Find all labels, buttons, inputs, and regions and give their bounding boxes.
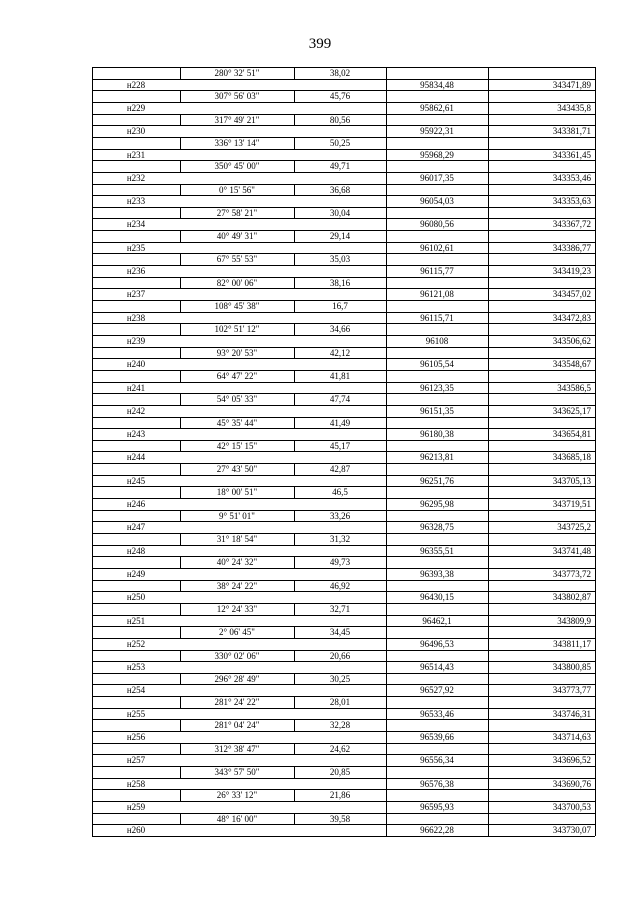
segment-angle: 45° 35' 44": [216, 417, 258, 428]
coordinate-y: 343419,23: [552, 265, 591, 276]
coordinate-y: 343381,71: [552, 125, 591, 136]
segment-distance: 36,68: [329, 184, 351, 195]
coordinate-y: 343800,85: [552, 661, 591, 672]
coordinate-x: 95968,29: [420, 149, 454, 160]
segment-distance: 30,04: [329, 207, 351, 218]
segment-distance: 29,14: [329, 230, 351, 241]
segment-angle: 102° 51' 12": [214, 323, 260, 334]
coordinate-y: 343457,02: [552, 288, 591, 299]
segment-distance: 41,81: [329, 370, 351, 381]
coordinate-x: 96108: [425, 335, 449, 346]
coordinate-x: 96539,66: [420, 731, 454, 742]
coordinate-y: 343472,83: [552, 312, 591, 323]
point-name: н230: [126, 125, 146, 136]
segment-angle: 280° 32' 51": [214, 67, 260, 78]
coordinate-y: 343714,63: [552, 731, 591, 742]
point-name: н229: [126, 102, 146, 113]
coordinate-x: 96121,08: [420, 288, 454, 299]
segment-angle: 31° 18' 54": [216, 533, 258, 544]
segment-distance: 16,7: [332, 300, 348, 311]
coordinate-x: 96533,46: [420, 708, 454, 719]
segment-angle: 93° 20' 53": [216, 347, 258, 358]
coordinate-y: 343367,72: [552, 218, 591, 229]
coordinate-y: 343696,52: [552, 754, 591, 765]
segment-distance: 45,17: [329, 440, 351, 451]
point-name: н232: [126, 172, 146, 183]
coordinate-y: 343746,31: [552, 708, 591, 719]
coordinate-y: 343719,51: [552, 498, 591, 509]
coordinate-x: 96622,28: [420, 824, 454, 835]
coordinate-x: 96595,93: [420, 801, 454, 812]
segment-angle: 281° 04' 24": [214, 719, 260, 730]
point-name: н234: [126, 218, 146, 229]
segment-distance: 41,49: [329, 417, 351, 428]
coordinate-x: 96102,61: [420, 242, 454, 253]
coordinate-y: 343690,76: [552, 778, 591, 789]
point-name: н248: [126, 545, 146, 556]
segment-distance: 35,03: [329, 253, 351, 264]
coordinate-x: 96213,81: [420, 451, 454, 462]
point-name: н240: [126, 358, 146, 369]
segment-angle: 307° 56' 03": [214, 90, 260, 101]
segment-distance: 80,56: [329, 114, 351, 125]
segment-distance: 46,92: [329, 580, 351, 591]
segment-distance: 33,26: [329, 510, 351, 521]
coordinate-y: 343705,13: [552, 475, 591, 486]
point-name: н249: [126, 568, 146, 579]
coordinate-x: 96180,38: [420, 428, 454, 439]
coordinate-x: 96576,38: [420, 778, 454, 789]
point-name: н259: [126, 801, 146, 812]
coordinate-x: 96514,43: [420, 661, 454, 672]
coordinate-y: 343506,62: [552, 335, 591, 346]
coordinate-x: 96355,51: [420, 545, 454, 556]
point-name: н254: [126, 684, 146, 695]
coordinate-x: 96328,75: [420, 521, 454, 532]
segment-distance: 50,25: [329, 137, 351, 148]
segment-distance: 42,12: [329, 347, 351, 358]
point-name: н236: [126, 265, 146, 276]
point-name: н242: [126, 405, 146, 416]
point-name: н258: [126, 778, 146, 789]
point-name: н256: [126, 731, 146, 742]
coordinate-y: 343809,9: [557, 615, 591, 626]
segment-angle: 26° 33' 12": [216, 789, 258, 800]
coordinate-x: 96080,56: [420, 218, 454, 229]
coordinate-x: 96017,35: [420, 172, 454, 183]
coordinate-x: 96393,38: [420, 568, 454, 579]
coordinate-x: 96115,77: [420, 265, 454, 276]
point-name: н245: [126, 475, 146, 486]
coordinate-y: 343471,89: [552, 79, 591, 90]
segment-angle: 296° 28' 49": [214, 673, 260, 684]
coordinate-x: 96556,34: [420, 754, 454, 765]
coordinate-y: 343700,53: [552, 801, 591, 812]
segment-angle: 67° 55' 53": [216, 253, 258, 264]
segment-distance: 20,66: [329, 650, 351, 661]
coordinate-y: 343353,63: [552, 195, 591, 206]
segment-distance: 42,87: [329, 463, 351, 474]
segment-angle: 281° 24' 22": [214, 696, 260, 707]
point-name: н237: [126, 288, 146, 299]
segment-distance: 34,66: [329, 323, 351, 334]
table-rule: [92, 836, 595, 837]
segment-distance: 20,85: [329, 766, 351, 777]
segment-angle: 317° 49' 21": [214, 114, 260, 125]
point-name: н238: [126, 312, 146, 323]
segment-angle: 38° 24' 22": [216, 580, 258, 591]
coordinate-y: 343654,81: [552, 428, 591, 439]
segment-angle: 330° 02' 06": [214, 650, 260, 661]
segment-angle: 40° 24' 32": [216, 556, 258, 567]
segment-angle: 2° 06' 45": [219, 626, 255, 637]
point-name: н260: [126, 824, 146, 835]
segment-angle: 350° 45' 00": [214, 160, 260, 171]
point-name: н233: [126, 195, 146, 206]
segment-angle: 18° 00' 51": [216, 486, 258, 497]
segment-distance: 49,71: [329, 160, 351, 171]
segment-angle: 336° 13' 14": [214, 137, 260, 148]
coordinate-x: 95922,31: [420, 125, 454, 136]
segment-angle: 0° 15' 56": [219, 184, 255, 195]
point-name: н235: [126, 242, 146, 253]
coordinate-y: 343773,77: [552, 684, 591, 695]
point-name: н244: [126, 451, 146, 462]
segment-distance: 39,58: [329, 813, 351, 824]
point-name: н253: [126, 661, 146, 672]
segment-angle: 82° 00' 06": [216, 277, 258, 288]
coordinate-y: 343586,5: [557, 382, 591, 393]
point-name: н246: [126, 498, 146, 509]
point-name: н239: [126, 335, 146, 346]
point-name: н231: [126, 149, 146, 160]
coordinate-x: 96496,53: [420, 638, 454, 649]
segment-angle: 27° 58' 21": [216, 207, 258, 218]
segment-distance: 24,62: [329, 743, 351, 754]
segment-angle: 108° 45' 38": [214, 300, 260, 311]
coordinate-x: 96123,35: [420, 382, 454, 393]
coordinate-x: 96251,76: [420, 475, 454, 486]
point-name: н252: [126, 638, 146, 649]
coordinate-y: 343435,8: [557, 102, 591, 113]
coordinate-x: 95862,61: [420, 102, 454, 113]
coordinate-y: 343353,46: [552, 172, 591, 183]
segment-angle: 343° 57' 50": [214, 766, 260, 777]
segment-angle: 48° 16' 00": [216, 813, 258, 824]
segment-distance: 38,02: [329, 67, 351, 78]
segment-distance: 30,25: [329, 673, 351, 684]
segment-distance: 47,74: [329, 393, 351, 404]
coordinate-x: 96151,35: [420, 405, 454, 416]
coordinate-y: 343730,07: [552, 824, 591, 835]
point-name: н243: [126, 428, 146, 439]
survey-table: [92, 67, 595, 836]
coordinate-y: 343548,67: [552, 358, 591, 369]
segment-angle: 27° 43' 50": [216, 463, 258, 474]
page-number: 399: [308, 36, 332, 52]
coordinate-x: 96295,98: [420, 498, 454, 509]
coordinate-x: 96115,71: [420, 312, 454, 323]
point-name: н228: [126, 79, 146, 90]
point-name: н241: [126, 382, 146, 393]
coordinate-x: 96527,92: [420, 684, 454, 695]
segment-angle: 312° 38' 47": [214, 743, 260, 754]
coordinate-y: 343741,48: [552, 545, 591, 556]
point-name: н247: [126, 521, 146, 532]
segment-distance: 32,28: [329, 719, 351, 730]
segment-distance: 31,32: [329, 533, 351, 544]
coordinate-y: 343625,17: [552, 405, 591, 416]
coordinate-x: 95834,48: [420, 79, 454, 90]
coordinate-y: 343725,2: [557, 521, 591, 532]
coordinate-y: 343685,18: [552, 451, 591, 462]
coordinate-x: 96054,03: [420, 195, 454, 206]
segment-angle: 42° 15' 15": [216, 440, 258, 451]
coordinate-y: 343386,77: [552, 242, 591, 253]
segment-distance: 21,86: [329, 789, 351, 800]
table-column-rule: [595, 67, 596, 836]
coordinate-y: 343802,87: [552, 591, 591, 602]
coordinate-x: 96105,54: [420, 358, 454, 369]
segment-distance: 49,73: [329, 556, 351, 567]
coordinate-y: 343361,45: [552, 149, 591, 160]
segment-angle: 9° 51' 01": [219, 510, 255, 521]
coordinate-y: 343811,17: [553, 638, 591, 649]
segment-distance: 34,45: [329, 626, 351, 637]
segment-distance: 46,5: [332, 486, 348, 497]
coordinate-x: 96430,15: [420, 591, 454, 602]
segment-angle: 40° 49' 31": [216, 230, 258, 241]
point-name: н255: [126, 708, 146, 719]
coordinate-x: 96462,1: [422, 615, 452, 626]
segment-angle: 64° 47' 22": [216, 370, 258, 381]
segment-angle: 54° 05' 33": [216, 393, 258, 404]
point-name: н250: [126, 591, 146, 602]
coordinate-y: 343773,72: [552, 568, 591, 579]
segment-angle: 12° 24' 33": [216, 603, 258, 614]
segment-distance: 28,01: [329, 696, 351, 707]
segment-distance: 32,71: [329, 603, 351, 614]
point-name: н251: [126, 615, 146, 626]
segment-distance: 45,76: [329, 90, 351, 101]
point-name: н257: [126, 754, 146, 765]
segment-distance: 38,16: [329, 277, 351, 288]
